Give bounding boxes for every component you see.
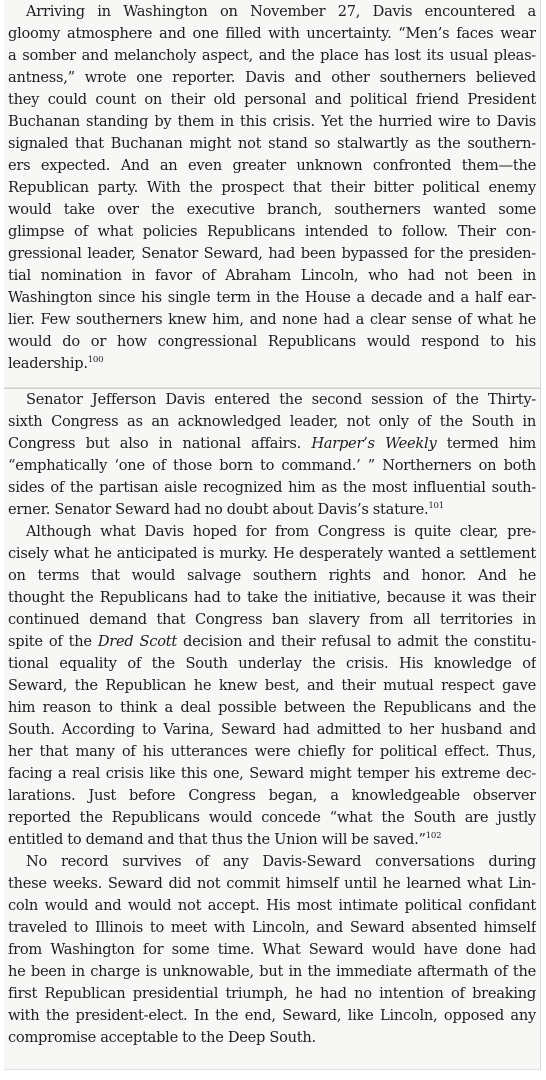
scan-excerpt-one [4,0,541,388]
footnote-ref: 100 [87,355,104,366]
text-line [8,543,536,565]
text-segment: Although what Davis hoped for from Congress is quite clear, pre- [26,523,536,540]
text-line [8,829,536,851]
text-line [8,133,536,155]
text-line [8,331,536,353]
footnote-ref: 101 [428,501,444,512]
paragraph-block-two [8,389,536,1049]
text-segment: Buchanan standing by them in this crisis. Yet the hurried wire to Davis [8,113,536,130]
text-line [8,983,536,1005]
text-segment: facing a real crisis like this one, Seward might temper his extreme dec- [8,765,536,782]
text-segment: coln would and would not accept. His most intimate political confidant [8,897,536,914]
text-line [8,353,536,375]
text-segment: these weeks. Seward did not commit himself until he learned what Lin- [8,875,536,892]
text-line [8,763,536,785]
scan-excerpt-two [4,388,541,1070]
text-line [8,609,536,631]
text-segment: on terms that would salvage southern rights and honor. And he [8,567,536,584]
text-line [8,455,536,477]
text-segment: sides of the partisan aisle recognized him as the most influential south- [8,479,536,496]
text-segment: Senator Jefferson Davis entered the second session of the Thirty- [26,391,536,408]
text-segment: spite of the [8,633,98,650]
text-segment: gloomy atmosphere and one filled with uncertainty. “Men’s faces wear [8,25,536,42]
text-segment: reported the Republicans would concede “what the South are justly [8,809,536,826]
text-line [8,741,536,763]
text-line [8,221,536,243]
text-segment: lier. Few southerners knew him, and none had a clear sense of what he [8,311,536,328]
text-line [8,177,536,199]
text-segment: glimpse of what policies Republicans intended to follow. Their con- [8,223,536,240]
text-segment: signaled that Buchanan might not stand so stalwartly as the southern- [8,135,536,152]
text-line [8,45,536,67]
text-segment: ers expected. And an even greater unknown confronted them—the [8,157,536,174]
text-segment: antness,” wrote one reporter. Davis and other southerners believed [8,69,536,86]
text-segment: tional equality of the South underlay the crisis. His knowledge of [8,655,536,672]
paragraph-block-one [8,1,536,375]
text-line [8,895,536,917]
text-segment: Arriving in Washington on November 27, Davis encountered a [26,3,536,20]
text-line [8,873,536,895]
text-line [8,287,536,309]
text-segment: Seward, the Republican he knew best, and their mutual respect gave [8,677,536,694]
text-segment: Republican party. With the prospect that their bitter political enemy [8,179,536,196]
text-line [8,1,536,23]
text-line [8,807,536,829]
text-segment: continued demand that Congress ban slavery from all territories in [8,611,536,628]
text-line [8,477,536,499]
text-segment: termed him [436,435,536,452]
text-line [8,565,536,587]
text-line [8,785,536,807]
text-segment: entitled to demand and that thus the Union will be saved.” [8,831,426,848]
italic-title: Harper’s Weekly [311,435,437,452]
text-segment: decision and their refusal to admit the constitu- [176,633,536,650]
text-segment: with the president-elect. In the end, Seward, like Lincoln, opposed any [8,1007,536,1024]
text-segment: “emphatically ‘one of those born to command.’ ” Northerners on both [8,457,536,474]
text-line [8,719,536,741]
text-segment: thought the Republicans had to take the initiative, because it was their [8,589,536,606]
text-segment: cisely what he anticipated is murky. He desperately wanted a settlement [8,545,536,562]
text-segment: they could count on their old personal and political friend President [8,91,536,108]
text-line [8,389,536,411]
italic-title: Dred Scott [97,633,177,650]
text-line [8,851,536,873]
text-segment: from Washington for some time. What Seward would have done had [8,941,536,958]
text-line [8,411,536,433]
text-line [8,939,536,961]
text-line [8,309,536,331]
text-line [8,433,536,455]
text-line [8,1027,536,1049]
text-segment: gressional leader, Senator Seward, had been bypassed for the presiden- [8,245,536,262]
text-line [8,199,536,221]
text-line [8,697,536,719]
text-segment: compromise acceptable to the Deep South. [8,1029,316,1046]
text-line [8,631,536,653]
text-segment: would do or how congressional Republicans would respond to his [8,333,536,350]
text-line [8,1005,536,1027]
text-line [8,587,536,609]
text-segment: sixth Congress as an acknowledged leader, not only of the South in [8,413,536,430]
text-line [8,521,536,543]
text-line [8,23,536,45]
text-segment: a somber and melancholy aspect, and the place has lost its usual pleas- [8,47,536,64]
text-segment: first Republican presidential triumph, he had no intention of breaking [8,985,536,1002]
text-line [8,499,536,521]
text-line [8,89,536,111]
text-segment: would take over the executive branch, southerners wanted some [8,201,536,218]
text-line [8,653,536,675]
text-segment: larations. Just before Congress began, a knowledgeable observer [8,787,536,804]
text-segment: Congress but also in national affairs. [8,435,312,452]
text-segment: tial nomination in favor of Abraham Lincoln, who had not been in [8,267,536,284]
text-line [8,243,536,265]
text-segment: erner. Senator Seward had no doubt about Davis’s stature. [8,501,429,518]
text-segment: he been in charge is unknowable, but in the immediate aftermath of the [8,963,536,980]
text-segment: South. According to Varina, Seward had admitted to her husband and [8,721,536,738]
text-segment: leadership. [8,355,88,372]
text-line [8,917,536,939]
text-line [8,961,536,983]
text-line [8,265,536,287]
text-segment: traveled to Illinois to meet with Lincoln, and Seward absented himself [8,919,536,936]
footnote-ref: 102 [425,831,442,842]
text-segment: her that many of his utterances were chiefly for political effect. Thus, [8,743,536,760]
text-line [8,675,536,697]
text-line [8,155,536,177]
text-line [8,111,536,133]
text-segment: him reason to think a deal possible between the Republicans and the [8,699,536,716]
text-line [8,67,536,89]
text-segment: No record survives of any Davis-Seward conversations during [26,853,536,870]
text-segment: Washington since his single term in the House a decade and a half ear- [8,289,536,306]
